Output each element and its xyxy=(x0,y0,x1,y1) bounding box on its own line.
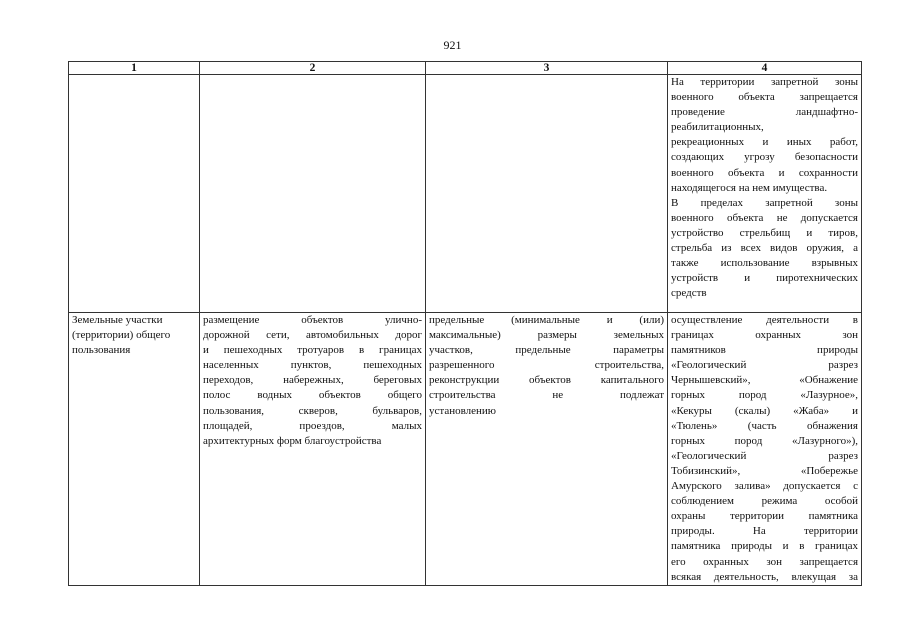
text-line: военного объекта запрещается xyxy=(671,91,858,104)
text-line: В пределах запретной зоны xyxy=(671,196,858,209)
text-line: (территории) общего xyxy=(72,329,171,342)
column-header-2: 2 xyxy=(200,62,426,75)
land-use-table xyxy=(68,61,862,586)
text-line: проведение ландшафтно- xyxy=(671,106,858,119)
text-line: реабилитационных, xyxy=(671,121,764,134)
row2-cell-1 xyxy=(69,313,200,586)
text-line: «Кекуры (скалы) «Жаба» и xyxy=(671,404,858,417)
text-line: создающих угрозу безопасности xyxy=(671,151,858,164)
text-line: На территории запретной зоны xyxy=(671,76,858,88)
text-line: устройство стрельбищ и тиров, xyxy=(671,226,858,239)
row2-cell-2 xyxy=(200,313,426,586)
text-line: установлению xyxy=(429,404,497,417)
text-line: «Геологический разрез xyxy=(671,359,858,372)
table-header-row xyxy=(69,62,862,75)
text-line: площадей, проездов, малых xyxy=(203,419,422,432)
text-line: горных пород «Лазурного»), xyxy=(671,434,858,447)
row1-cell-1 xyxy=(69,75,200,313)
text-line: размещение объектов улично- xyxy=(203,314,422,326)
text-line: военного объекта не допускается xyxy=(671,211,858,224)
table-row-restricted-zone xyxy=(69,75,862,313)
row1-cell-3 xyxy=(426,75,668,313)
text-line: находящегося на нем имущества. xyxy=(671,181,828,194)
parameters-text xyxy=(429,313,664,419)
text-line: и пешеходных тротуаров в границах xyxy=(203,344,422,357)
text-line: архитектурных форм благоустройства xyxy=(203,434,382,447)
text-line: охраны территории памятника xyxy=(671,510,858,523)
text-line: предельные (минимальные и (или) xyxy=(429,314,664,326)
text-line: осуществление деятельности в xyxy=(671,314,858,326)
text-line: средств xyxy=(671,287,707,300)
text-line: разрешенного строительства, xyxy=(429,359,664,372)
text-line: «Тюлень» (часть обнажения xyxy=(671,419,858,432)
row2-cell-4 xyxy=(668,313,862,586)
text-line: переходов, набережных, береговых xyxy=(203,374,422,387)
text-line: населенных пунктов, пешеходных xyxy=(203,359,422,372)
row1-cell-2 xyxy=(200,75,426,313)
text-line: строительства не подлежат xyxy=(429,389,664,402)
text-line: Земельные участки xyxy=(72,314,163,326)
land-category-text xyxy=(72,313,196,358)
text-line: горных пород «Лазурное», xyxy=(671,389,858,402)
text-line: памятников природы xyxy=(671,344,858,357)
text-line: рекреационных и иных работ, xyxy=(671,136,858,149)
text-line: устройств и пиротехнических xyxy=(671,272,858,285)
page-number: 921 xyxy=(443,38,462,52)
text-line: соблюдением режима особой xyxy=(671,495,858,508)
text-line: полос водных объектов общего xyxy=(203,389,422,402)
text-line: всякая деятельность, влекущая за xyxy=(671,570,858,583)
text-line: участков, предельные параметры xyxy=(429,344,664,357)
restricted-zone-text xyxy=(671,75,858,301)
text-line: Тобизинский», «Побережье xyxy=(671,464,858,477)
text-line: границах охранных зон xyxy=(671,329,858,342)
column-header-4: 4 xyxy=(668,62,862,75)
permitted-use-text xyxy=(203,313,422,449)
table-row-public-land xyxy=(69,313,862,586)
text-line: пользования, скверов, бульваров, xyxy=(203,404,422,417)
text-line: стрельба из всех видов оружия, а xyxy=(671,242,858,255)
restrictions-text xyxy=(671,313,858,585)
text-line: природы. На территории xyxy=(671,525,858,538)
text-line: также использование взрывных xyxy=(671,257,858,270)
text-line: Чернышевский», «Обнажение xyxy=(671,374,858,387)
text-line: Амурского залива» допускается с xyxy=(671,480,858,493)
text-line: его охранных зон запрещается xyxy=(671,555,858,568)
text-line: памятника природы и в границах xyxy=(671,540,858,553)
text-line: пользования xyxy=(72,344,131,357)
text-line: максимальные) размеры земельных xyxy=(429,329,664,342)
column-header-1: 1 xyxy=(69,62,200,75)
row1-cell-4 xyxy=(668,75,862,313)
text-line: «Геологический разрез xyxy=(671,449,858,462)
column-header-3: 3 xyxy=(426,62,668,75)
text-line: военного объекта и сохранности xyxy=(671,166,858,179)
text-line: дорожной сети, автомобильных дорог xyxy=(203,329,422,342)
text-line: реконструкции объектов капитального xyxy=(429,374,664,387)
row2-cell-3 xyxy=(426,313,668,586)
